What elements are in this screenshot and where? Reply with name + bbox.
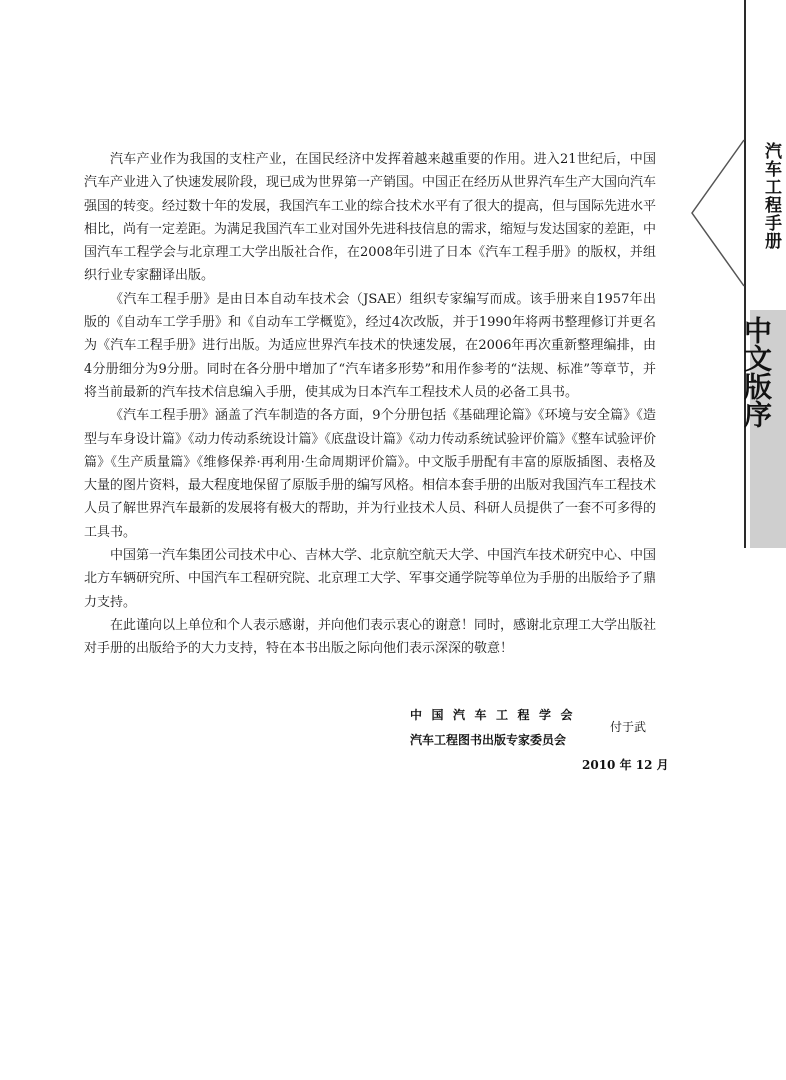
paragraph: 汽车产业作为我国的支柱产业，在国民经济中发挥着越来越重要的作用。进入21世纪后，中国汽车产业进入了快速发展阶段，现已成为世界第一产销国。中国正在经历从世界汽车生产大国向汽车强国的转变。经过数十年的发展，我国汽车工业的综合技术水平有了很大的提高，但与国际先进水平相比，尚有一定差距。为满足我国汽车工业对国外先进科技信息的需求，缩短与发达国家的差距，中国汽车工程学会与北京理工大学出版社合作，在2008年引进了日本《汽车工程手册》的版权，并组织行业专家翻译出版。: [84, 152, 657, 284]
signature-name: 付于武: [610, 720, 647, 734]
paragraph: 《汽车工程手册》涵盖了汽车制造的各方面，9个分册包括《基础理论篇》《环境与安全篇》《造型与车身设计篇》《动力传动系统设计篇》《底盘设计篇》《动力传动系统试验评价篇》《整车试验评价篇》《生产质量篇》《维修保养·再利用·生命周期评价篇》。中文版手册配有丰富的原版插图、表格及大量的图片资料，最大程度地保留了原版手册的编写风格。相信本套手册的出版对我国汽车工程技术人员了解世界汽车最新的发展将有极大的帮助，并为行业技术人员、科研人员提供了一套不可多得的工具书。: [84, 408, 657, 540]
signature-org-committee: 汽车工程图书出版专家委员会: [410, 733, 567, 747]
section-tab-label: 中文版序: [740, 316, 773, 428]
paragraph: 在此谨向以上单位和个人表示感谢，并向他们表示衷心的谢意！同时，感谢北京理工大学出版社对手册的出版给予的大力支持，特在本书出版之际向他们表示深深的敬意！: [84, 617, 657, 657]
signature-date: 2010 年 12 月: [582, 758, 669, 772]
book-title-vertical: 汽车工程手册: [761, 142, 781, 250]
signature-org-society: 中国汽车工程学会: [410, 708, 583, 722]
paragraph: 中国第一汽车集团公司技术中心、吉林大学、北京航空航天大学、中国汽车技术研究中心、中国北方车辆研究所、中国汽车工程研究院、北京理工大学、军事交通学院等单位为手册的出版给予了鼎力支持。: [84, 548, 657, 610]
preface-body: [84, 148, 656, 661]
paragraph: 《汽车工程手册》是由日本自动车技术会（JSAE）组织专家编写而成。该手册来自1957年出版的《自动车工学手册》和《自动车工学概览》，经过4次改版，并于1990年将两书整理修订并更名为《汽车工程手册》进行出版。为适应世界汽车技术的快速发展，在2006年再次重新整理编排，由4分册细分为9分册。同时在各分册中增加了“汽车诸多形势”和用作参考的“法规、标准”等章节，并将当前最新的汽车技术信息编入手册，使其成为日本汽车工程技术人员的必备工具书。: [84, 291, 656, 400]
chevron-left-icon: [690, 138, 746, 288]
